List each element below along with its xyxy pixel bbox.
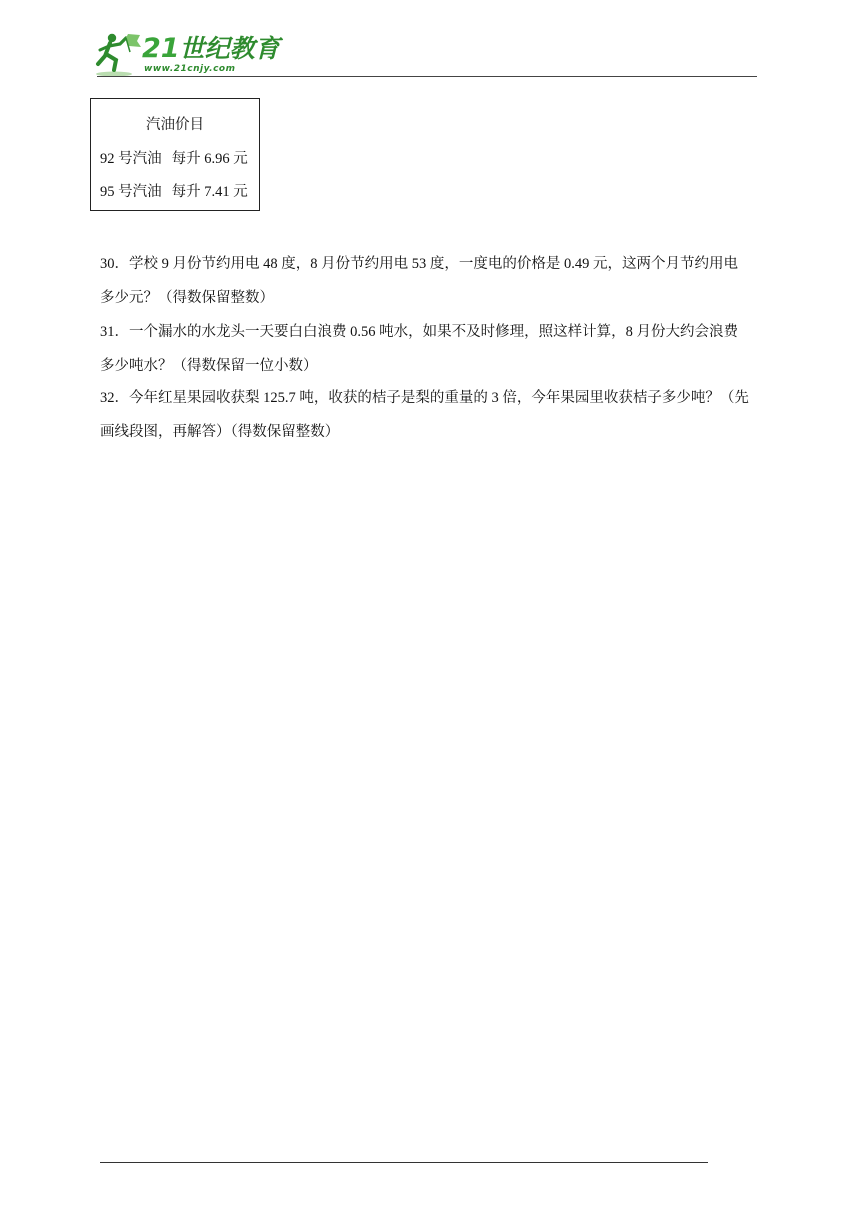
price-table-title: 汽油价目 bbox=[146, 117, 204, 133]
question-text-line: 多少元？（得数保留整数） bbox=[100, 290, 274, 306]
runner-with-flag-icon bbox=[92, 30, 144, 78]
question-text-line: 画线段图，再解答）（得数保留整数） bbox=[100, 424, 340, 440]
question-31 bbox=[100, 315, 762, 383]
page-header bbox=[0, 0, 860, 90]
price-row bbox=[100, 180, 248, 201]
question-text-line: 30．学校 9 月份节约用电 48 度，8 月份节约用电 53 度，一度电的价格是 0.49 元，这两个月节约用电 bbox=[100, 256, 738, 272]
footer-divider bbox=[100, 1162, 708, 1163]
question-text-line: 多少吨水？（得数保留一位小数） bbox=[100, 358, 318, 374]
logo-text: 21世纪教育 bbox=[142, 33, 280, 64]
price-row-grade: 92 号汽油 bbox=[100, 151, 162, 167]
price-row-price: 每升 7.41 元 bbox=[171, 184, 248, 200]
question-30 bbox=[100, 247, 762, 315]
logo-url: www.21cnjy.com bbox=[144, 64, 236, 74]
price-row-price: 每升 6.96 元 bbox=[171, 151, 248, 167]
gasoline-price-table bbox=[90, 98, 260, 211]
question-text-line: 32．今年红星果园收获梨 125.7 吨，收获的桔子是梨的重量的 3 倍，今年果园里收获桔子多少吨？（先 bbox=[100, 390, 749, 406]
question-text-line: 31．一个漏水的水龙头一天要白白浪费 0.56 吨水，如果不及时修理，照这样计算，8 月份大约会浪费 bbox=[100, 324, 738, 340]
logo bbox=[92, 30, 280, 80]
header-divider bbox=[97, 76, 757, 77]
price-row bbox=[100, 147, 248, 168]
price-row-grade: 95 号汽油 bbox=[100, 184, 162, 200]
question-32 bbox=[100, 381, 762, 449]
